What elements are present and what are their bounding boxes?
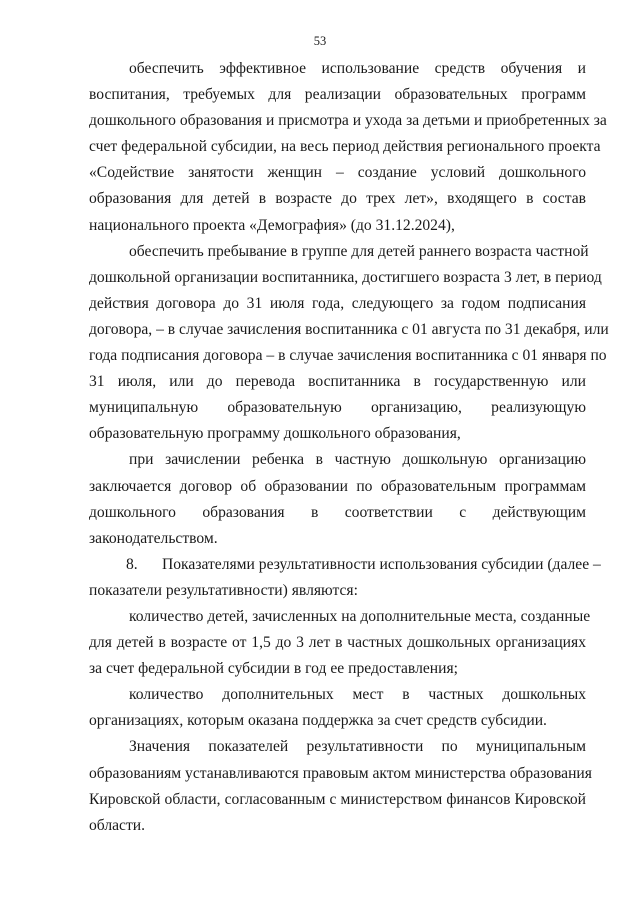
text-line: при зачислении ребенка в частную дошкольную организацию [129,451,586,469]
numbered-paragraph [89,552,601,604]
text-line: дошкольного образования в соответствии с действующим [89,503,586,521]
text-line: муниципальную образовательную организацию, реализующую [89,399,586,417]
text-line: 31 июля, или до перевода воспитанника в государственную или [89,373,586,391]
text-line: для детей в возрасте от 1,5 до 3 лет в частных дошкольных организациях [89,634,586,652]
text-line: Значения показателей результативности по муниципальным [129,738,586,756]
item-text: Показателями результативности использования субсидии (далее – [162,555,601,573]
text-line: количество детей, зачисленных на дополнительные места, созданные [129,607,591,625]
text-line: обеспечить пребывание в группе для детей раннего возраста частной [129,242,589,260]
text-line: национального проекта «Демография» (до 31.12.2024), [89,216,455,234]
text-line: дошкольного образования и присмотра и ухода за детьми и приобретенных за [89,112,607,130]
text-line: области. [89,816,146,834]
text-line: Кировской области, согласованным с министерством финансов Кировской [89,790,586,808]
text-line: действия договора до 31 июля года, следующего за годом подписания [89,294,586,312]
text-line: воспитания, требуемых для реализации образовательных программ [89,86,586,104]
text-line: дошкольной организации воспитанника, достигшего возраста 3 лет, в период [89,268,602,286]
item-number: 8. [126,555,138,573]
text-line: организациях, которым оказана поддержка за счет средств субсидии. [89,712,547,730]
text-line: договора, – в случае зачисления воспитанника с 01 августа по 31 декабря, или [89,320,609,338]
paragraph [89,604,591,682]
text-line: показатели результативности) являются: [89,581,358,599]
paragraph [89,56,607,239]
paragraph [89,447,586,551]
document-body [89,56,609,839]
paragraph [89,734,592,838]
text-line: образованиям устанавливаются правовым актом министерства образования [89,764,592,782]
page-number: 53 [313,34,327,48]
text-line: счет федеральной субсидии, на весь период действия регионального проекта [89,138,601,156]
text-line: заключается договор об образовании по образовательным программам [89,477,586,495]
text-line: законодательством. [89,529,218,547]
text-line: образовательную программу дошкольного образования, [89,425,461,443]
text-line: образования для детей в возрасте до трех лет», входящего в состав [89,190,586,208]
text-line: за счет федеральной субсидии в год ее предоставления; [89,660,458,678]
paragraph [89,682,586,734]
text-line: «Содействие занятости женщин – создание условий дошкольного [89,164,586,182]
text-line: года подписания договора – в случае зачисления воспитанника с 01 января по [89,347,607,365]
text-line [89,552,601,578]
paragraph [89,239,609,448]
text-line: количество дополнительных мест в частных дошкольных [129,686,586,704]
text-line: обеспечить эффективное использование средств обучения и [129,60,586,77]
